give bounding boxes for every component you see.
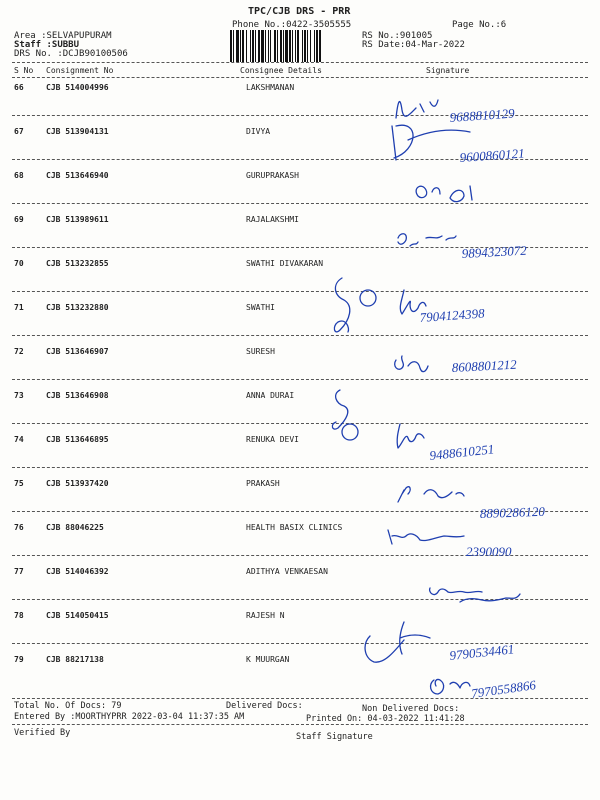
row-consignment: CJB 513646940 [46,171,109,180]
row-consignee: RENUKA DEVI [246,435,299,444]
barcode-bar [292,30,293,62]
col-consignment: Consignment No [46,66,114,75]
barcode-bar [242,30,244,62]
phone-handwritten-76: 2390090 [466,544,512,559]
phone-handwritten-66: 9688810129 [449,105,516,125]
phone-handwritten-72: 8608801212 [451,356,518,375]
row-consignee: SURESH [246,347,275,356]
signature-suresh [395,356,428,372]
barcode-bar [236,30,239,62]
barcode-bar [246,30,247,62]
row-consignee: SWATHI DIVAKARAN [246,259,324,268]
signature-k-muurgan [431,679,470,694]
signature-prakash [398,487,464,502]
row-divider [12,247,588,248]
barcode-bar [274,30,276,62]
row-consignment: CJB 513232880 [46,303,109,312]
row-sno: 76 [14,523,24,532]
barcode-bar [314,30,315,62]
row-consignee: LAKSHMANAN [246,83,295,92]
row-divider [12,335,588,336]
row-consignee: ANNA DURAI [246,391,295,400]
row-sno: 73 [14,391,24,400]
signature-circle-74 [342,424,358,440]
signature-circle-70 [360,290,376,306]
row-consignee: GURUPRAKASH [246,171,299,180]
signature-renuka-devi [397,424,424,448]
page-number: Page No.:6 [452,20,507,30]
row-sno: 69 [14,215,24,224]
row-sno: 71 [14,303,24,312]
delivered-docs: Delivered Docs: [226,701,303,711]
non-delivered-docs: Non Delivered Docs: [362,704,460,714]
barcode-bar [252,30,254,62]
phone-handwritten-74: 9488610251 [428,441,495,463]
row-consignee: HEALTH BASIX CLINICS [246,523,343,532]
barcode-bar [240,30,241,62]
barcode-bar [230,30,232,62]
staff-label: Staff :SUBBU [14,40,80,50]
signature-swathi-divakaran [334,278,349,332]
signature-swathi [400,290,426,314]
row-sno: 67 [14,127,24,136]
row-sno: 68 [14,171,24,180]
drs-number: DRS No. :DCJB90100506 [14,49,128,59]
row-consignment: CJB 513989611 [46,215,109,224]
row-consignee: RAJALAKSHMI [246,215,299,224]
row-sno: 72 [14,347,24,356]
barcode-bar [297,30,299,62]
row-sno: 66 [14,83,24,92]
row-divider [12,467,588,468]
barcode-bar [285,30,288,62]
row-consignee: PRAKASH [246,479,280,488]
row-sno: 70 [14,259,24,268]
area-label: Area :SELVAPUPURAM [14,31,112,41]
row-consignee: RAJESH N [246,611,285,620]
barcode-bar [277,30,278,62]
barcode-bar [280,30,282,62]
rs-number: RS No.:901005 [362,31,433,41]
row-divider [12,643,588,644]
col-sno: S No [14,66,34,75]
phone-handwritten-67: 9600860121 [459,145,526,165]
row-consignment: CJB 514050415 [46,611,109,620]
verified-by: Verified By [14,728,71,738]
row-consignment: CJB 513232855 [46,259,109,268]
row-sno: 75 [14,479,24,488]
footer-rule [12,698,588,699]
phone-handwritten-71: 7904124398 [419,305,486,325]
row-divider [12,291,588,292]
row-sno: 78 [14,611,24,620]
barcode-bar [319,30,321,62]
rs-date: RS Date:04-Mar-2022 [362,40,465,50]
phone-handwritten-69: 9894323072 [461,242,528,261]
row-consignment: CJB 513904131 [46,127,109,136]
barcode-bar [268,30,269,62]
footer-rule-2 [12,724,588,725]
report-title: TPC/CJB DRS - PRR [248,6,351,17]
barcode-bar [302,30,303,62]
entered-by: Entered By :MOORTHYPRR 2022-03-04 11:37:35 AM [14,712,245,722]
barcode-bar [270,30,271,62]
barcode-bar [307,30,308,62]
row-sno: 77 [14,567,24,576]
phone-handwritten-78: 9790534461 [448,641,515,663]
barcode-bar [289,30,291,62]
barcode-bar [258,30,260,62]
barcode-bar [233,30,234,62]
signature-health-basix [388,530,464,544]
row-consignment: CJB 88046225 [46,523,104,532]
row-consignment: CJB 514004996 [46,83,109,92]
row-divider [12,159,588,160]
row-consignment: CJB 514046392 [46,567,109,576]
phone-handwritten-75: 8890286120 [479,503,546,521]
row-divider [12,115,588,116]
row-consignment: CJB 513646908 [46,391,109,400]
staff-signature: Staff Signature [296,732,373,742]
signature-divya [392,125,470,160]
row-sno: 74 [14,435,24,444]
row-consignment: CJB 513646907 [46,347,109,356]
row-divider [12,511,588,512]
header-rule [12,62,588,63]
phone-number: Phone No.:0422-3505555 [232,20,352,30]
barcode-bar [265,30,266,62]
row-consignee: K MUURGAN [246,655,290,664]
row-consignment: CJB 513937420 [46,479,109,488]
barcode-bar [310,30,311,62]
row-divider [12,555,588,556]
barcode-bar [304,30,306,62]
row-consignee: DIVYA [246,127,271,136]
row-consignee: ADITHYA VENKAESAN [246,567,328,576]
signature-guruprakash [416,186,472,202]
row-consignee: SWATHI [246,303,275,312]
barcode-bar [255,30,256,62]
row-divider [12,423,588,424]
barcode-bar [316,30,318,62]
barcode-bar [295,30,296,62]
row-sno: 79 [14,655,24,664]
col-signature: Signature [426,66,470,75]
total-docs: Total No. Of Docs: 79 [14,701,122,711]
col-consignee: Consignee Details [240,66,322,75]
row-divider [12,203,588,204]
signature-rajalakshmi [398,234,456,246]
phone-handwritten-79: 7970558866 [470,677,537,701]
barcode-image [228,30,358,62]
barcode-bar [261,30,264,62]
printed-on: Printed On: 04-03-2022 11:41:28 [306,714,465,724]
columns-rule [12,77,588,78]
barcode-bar [283,30,284,62]
row-consignment: CJB 513646895 [46,435,109,444]
row-divider [12,599,588,600]
barcode-bar [250,30,251,62]
row-divider [12,379,588,380]
row-consignment: CJB 88217138 [46,655,104,664]
